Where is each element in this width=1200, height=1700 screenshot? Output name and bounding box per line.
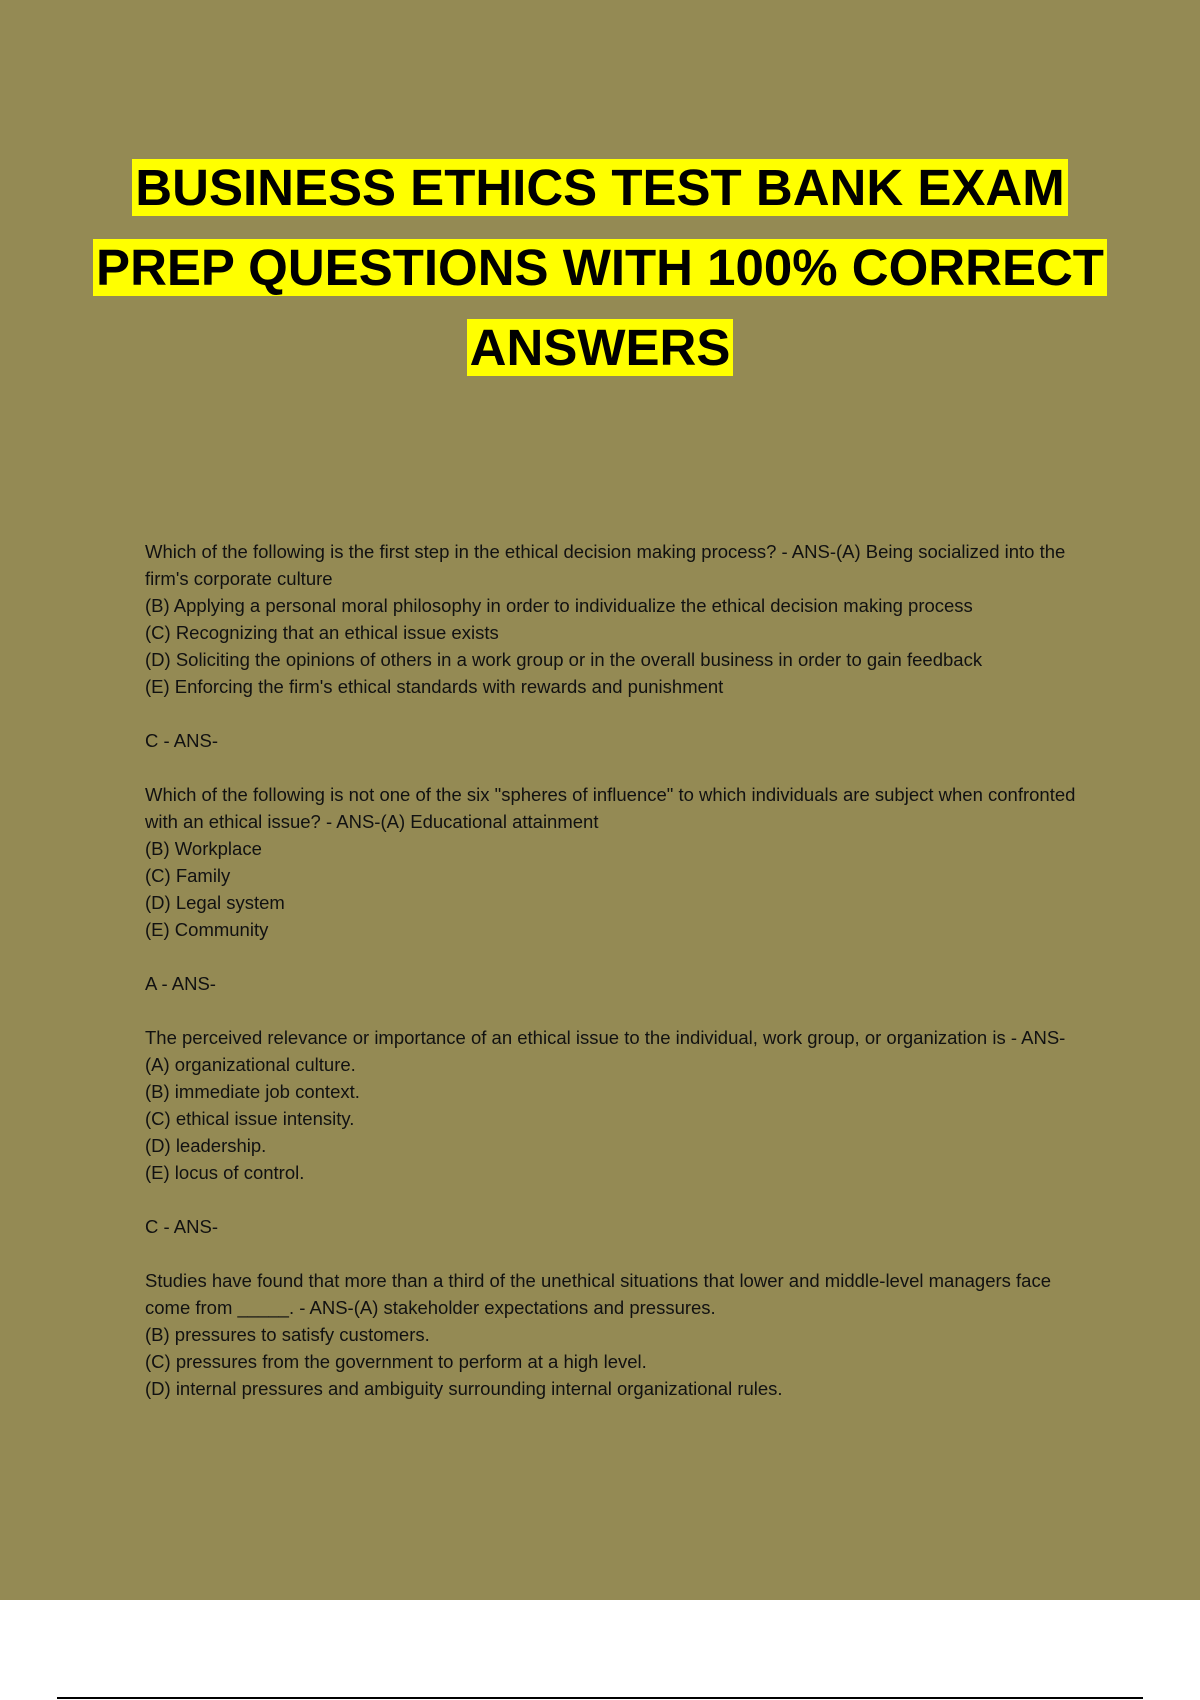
title-line	[0, 308, 1200, 388]
answer-option: (E) locus of control.	[145, 1162, 305, 1183]
question-text: Which of the following is the first step in the ethical decision making process? - ANS-(A) Being socialized into the firm's corporate culture	[145, 541, 1066, 589]
answer-option: (C) Family	[145, 865, 231, 886]
question-block	[145, 1024, 1085, 1240]
correct-answer: C - ANS-	[145, 1216, 218, 1237]
title-line	[0, 228, 1200, 308]
question-block	[145, 538, 1085, 754]
answer-option: (B) Applying a personal moral philosophy in order to individualize the ethical decision making process	[145, 595, 973, 616]
answer-option: (D) Soliciting the opinions of others in a work group or in the overall business in order to gain feedback	[145, 649, 983, 670]
answer-option: (C) ethical issue intensity.	[145, 1108, 355, 1129]
title-line-text: ANSWERS	[467, 319, 734, 376]
question-list	[145, 538, 1085, 1402]
title-line-text: PREP QUESTIONS WITH 100% CORRECT	[93, 239, 1107, 296]
answer-option: (C) Recognizing that an ethical issue exists	[145, 622, 499, 643]
question-block	[145, 781, 1085, 997]
document-title	[0, 148, 1200, 388]
answer-option: (D) leadership.	[145, 1135, 267, 1156]
answer-option: (E) Community	[145, 919, 269, 940]
answer-option: (B) immediate job context.	[145, 1081, 360, 1102]
correct-answer: A - ANS-	[145, 973, 216, 994]
title-line	[0, 148, 1200, 228]
answer-option: (C) pressures from the government to perform at a high level.	[145, 1351, 647, 1372]
footer-divider	[57, 1697, 1143, 1699]
answer-option: (D) internal pressures and ambiguity surrounding internal organizational rules.	[145, 1378, 783, 1399]
question-text: The perceived relevance or importance of an ethical issue to the individual, work group, or organization is - ANS-(A) organizational culture.	[145, 1027, 1066, 1075]
answer-option: (E) Enforcing the firm's ethical standards with rewards and punishment	[145, 676, 724, 697]
correct-answer: C - ANS-	[145, 730, 218, 751]
question-text: Studies have found that more than a third of the unethical situations that lower and middle-level managers face come from _____. - ANS-(A) stakeholder expectations and pressures.	[145, 1270, 1052, 1318]
question-text: Which of the following is not one of the six "spheres of influence" to which individuals are subject when confronted with an ethical issue? - ANS-(A) Educational attainment	[145, 784, 1076, 832]
answer-option: (D) Legal system	[145, 892, 285, 913]
title-line-text: BUSINESS ETHICS TEST BANK EXAM	[132, 159, 1067, 216]
answer-option: (B) Workplace	[145, 838, 262, 859]
question-block	[145, 1267, 1085, 1402]
answer-option: (B) pressures to satisfy customers.	[145, 1324, 430, 1345]
